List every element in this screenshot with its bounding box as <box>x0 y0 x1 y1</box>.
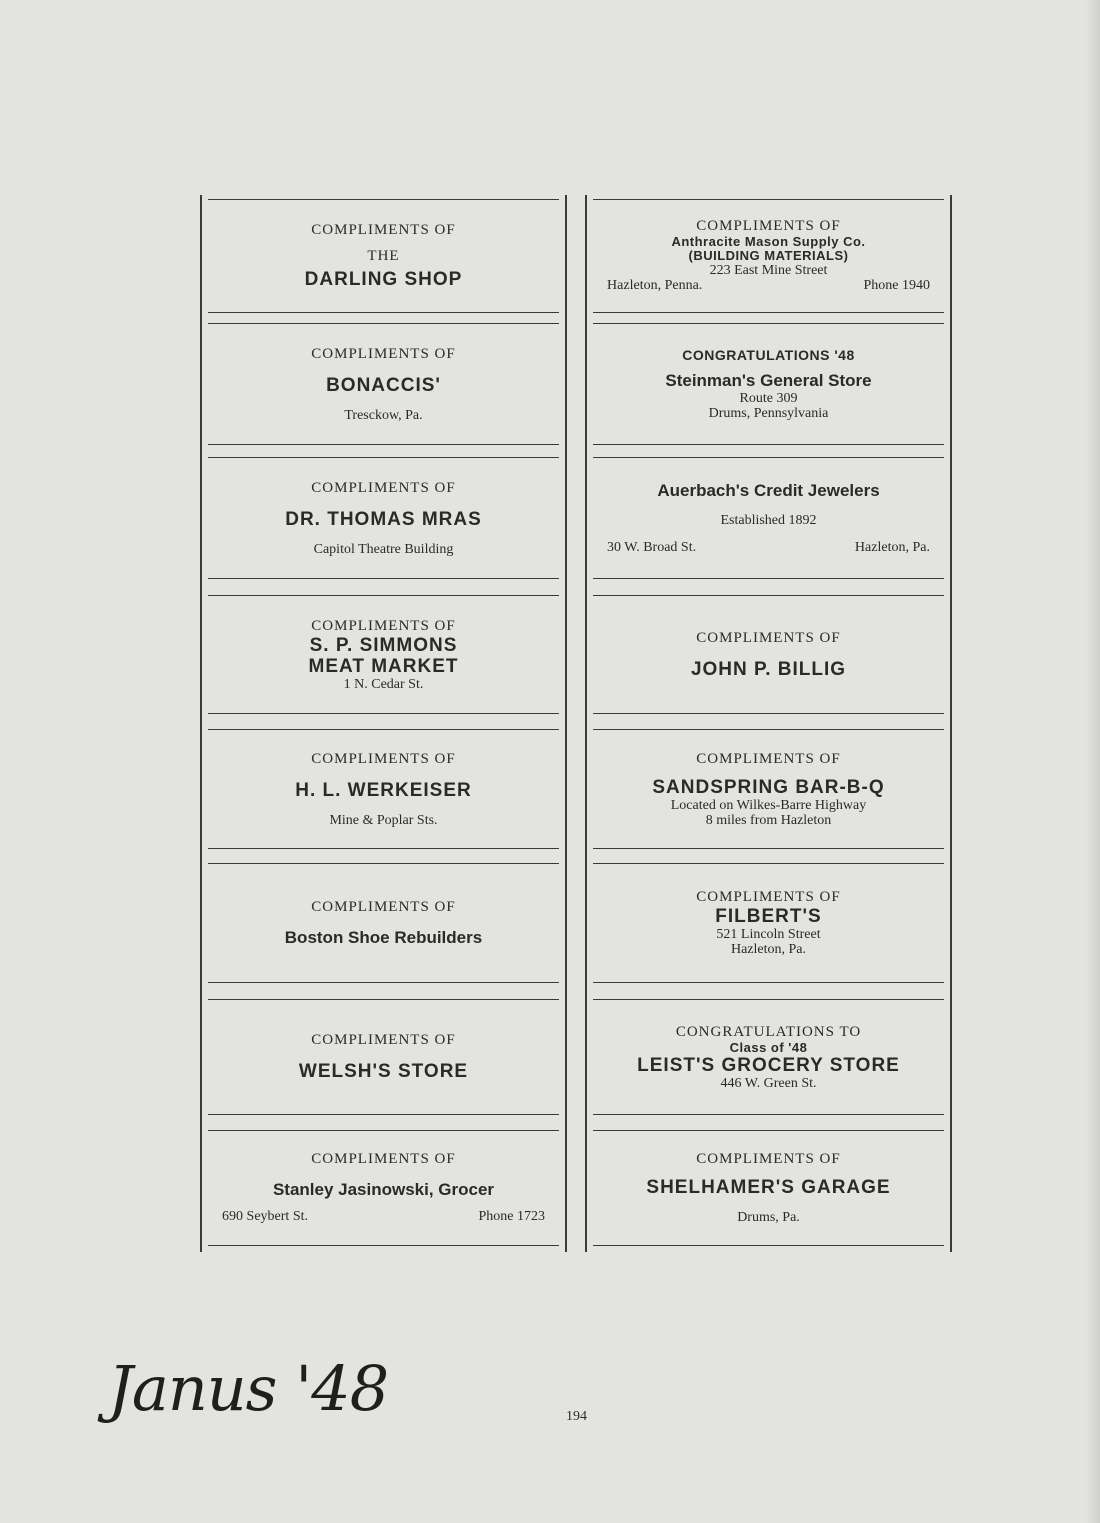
ad-business-name: H. L. WERKEISER <box>295 779 472 801</box>
ad-leists-grocery-store <box>593 999 944 1115</box>
ad-compliments-line: COMPLIMENTS OF <box>311 1032 456 1048</box>
ad-compliments-line: COMPLIMENTS OF <box>311 479 456 496</box>
ad-compliments-line: COMPLIMENTS OF <box>696 629 841 646</box>
ad-business-name: SANDSPRING BAR-B-Q <box>652 776 885 798</box>
ad-location: Drums, Pa. <box>737 1210 800 1225</box>
ad-business-name: BONACCIS' <box>326 374 441 396</box>
ad-dr-thomas-mras <box>208 457 559 579</box>
ad-business-name: FILBERT'S <box>715 906 822 927</box>
ad-address: Mine & Poplar Sts. <box>329 812 438 828</box>
ad-business-name: JOHN P. BILLIG <box>690 658 847 680</box>
ad-compliments-line: COMPLIMENTS OF <box>311 1151 456 1167</box>
ad-compliments-line: COMPLIMENTS OF <box>696 750 841 767</box>
ad-distance: 8 miles from Hazleton <box>705 812 832 828</box>
ad-congratulations-line: CONGRATULATIONS TO <box>675 1023 862 1040</box>
ad-compliments-line: COMPLIMENTS OF <box>696 218 841 234</box>
ad-phone: Phone 1940 <box>863 278 930 293</box>
ad-business-name-line1: S. P. SIMMONS <box>309 634 458 656</box>
ad-auerbachs-credit-jewelers <box>593 457 944 579</box>
ad-werkeiser <box>208 729 559 849</box>
ad-business-subname: (BUILDING MATERIALS) <box>688 248 849 263</box>
ad-business-name: Boston Shoe Rebuilders <box>284 927 483 947</box>
ad-boston-shoe-rebuilders <box>208 863 559 983</box>
ad-city: Hazleton, Pa. <box>730 942 807 957</box>
ad-compliments-line: COMPLIMENTS OF <box>311 898 456 915</box>
ad-address-row <box>607 540 930 556</box>
ad-city: Hazleton, Penna. <box>607 278 703 293</box>
ad-city: Hazleton, Pa. <box>854 539 930 555</box>
ad-class-line: Class of '48 <box>729 1039 808 1055</box>
ad-compliments-line: COMPLIMENTS OF <box>696 1151 841 1167</box>
ad-location: Located on Wilkes-Barre Highway <box>670 797 867 813</box>
ad-address: 690 Seybert St. <box>222 1209 308 1224</box>
ad-business-name: Auerbach's Credit Jewelers <box>657 480 880 500</box>
ad-compliments-line: COMPLIMENTS OF <box>311 345 456 362</box>
ad-location: Drums, Pennsylvania <box>708 405 829 421</box>
ad-stanley-jasinowski <box>208 1130 559 1246</box>
ad-darling-shop <box>208 199 559 313</box>
page-number: 194 <box>566 1409 587 1424</box>
ad-business-name: Steinman's General Store <box>665 370 872 390</box>
ad-business-name: DR. THOMAS MRAS <box>285 508 482 530</box>
ad-established: Established 1892 <box>720 512 817 528</box>
ad-address: 1 N. Cedar St. <box>343 676 424 692</box>
ad-business-name: Stanley Jasinowski, Grocer <box>272 1180 495 1199</box>
ad-address: 30 W. Broad St. <box>607 539 697 555</box>
ad-the-line: THE <box>367 248 400 264</box>
ad-business-name: WELSH'S STORE <box>298 1061 469 1082</box>
ad-congratulations-line: CONGRATULATIONS '48 <box>682 346 855 363</box>
right-ad-column <box>585 195 952 1252</box>
ad-compliments-line: COMPLIMENTS OF <box>311 222 456 238</box>
ad-business-name: Anthracite Mason Supply Co. <box>671 234 866 249</box>
ad-sandspring-bar-b-q <box>593 729 944 849</box>
ad-shelhamers-garage <box>593 1130 944 1246</box>
ad-compliments-line: COMPLIMENTS OF <box>696 889 841 905</box>
left-ad-column <box>200 195 567 1252</box>
ad-city-row <box>607 278 930 294</box>
ad-anthracite-mason-supply <box>593 199 944 313</box>
ad-bonaccis <box>208 323 559 445</box>
ad-location: Tresckow, Pa. <box>344 407 423 423</box>
ad-business-name-line2: MEAT MARKET <box>308 655 459 677</box>
ad-address: 446 W. Green St. <box>720 1075 817 1091</box>
ad-john-billig <box>593 595 944 714</box>
ad-filberts <box>593 863 944 983</box>
ad-business-name: DARLING SHOP <box>304 269 463 290</box>
janus-48-signature: Janus '48 <box>108 1352 389 1425</box>
ad-address: 521 Lincoln Street <box>716 927 821 942</box>
ad-address: 223 East Mine Street <box>709 263 828 278</box>
ad-steinmans-general-store <box>593 323 944 445</box>
ad-location: Capitol Theatre Building <box>313 541 454 557</box>
ad-business-name: SHELHAMER'S GARAGE <box>646 1177 891 1198</box>
ad-phone: Phone 1723 <box>478 1209 545 1224</box>
ad-welshs-store <box>208 999 559 1115</box>
ad-route: Route 309 <box>739 390 798 406</box>
ad-compliments-line: COMPLIMENTS OF <box>311 617 456 634</box>
ad-simmons-meat-market <box>208 595 559 714</box>
page-edge-shadow <box>1086 0 1100 1523</box>
ad-compliments-line: COMPLIMENTS OF <box>311 750 456 767</box>
ad-address-row <box>222 1209 545 1225</box>
ad-business-name: LEIST'S GROCERY STORE <box>637 1054 900 1076</box>
